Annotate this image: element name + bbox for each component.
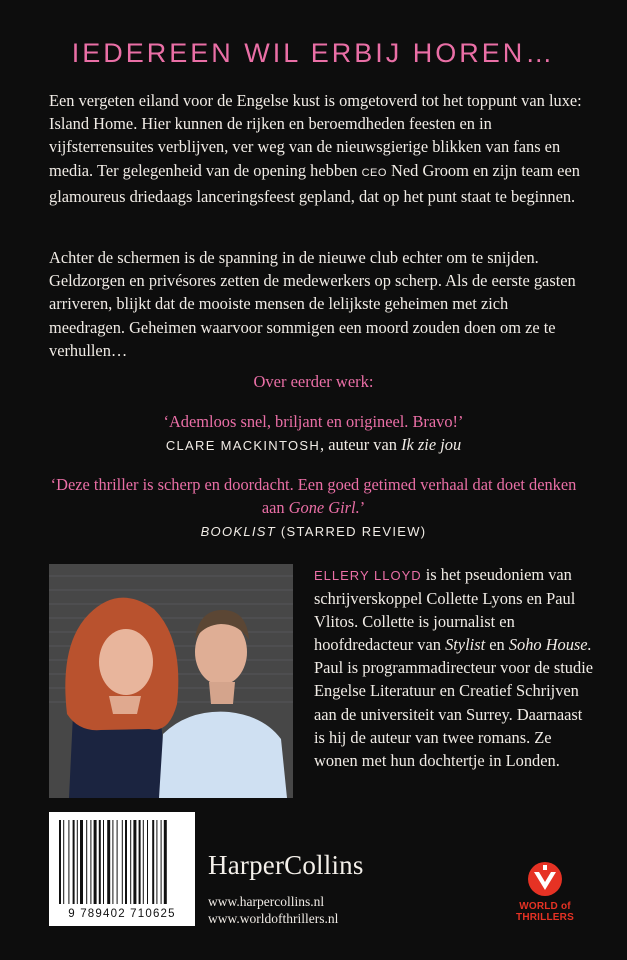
publisher-url-2[interactable]: www.worldofthrillers.nl: [208, 911, 339, 926]
blurb-paragraph-2: Achter de schermen is de spanning in de nieuwe club echter om te snijden. Geldzorgen en privésores zetten de medewerkers op scherp. Als de eerste gasten arriveren, blijkt dat de mooiste mensen de lelijkste geheimen met zich meedragen. Geheimen waarvoor sommigen een moord zouden doen om ze te verhullen…: [49, 248, 576, 360]
barcode-bar: [107, 820, 110, 904]
barcode-bar: [164, 820, 167, 904]
barcode-bar: [147, 820, 148, 904]
bio-magazine-1: Stylist: [445, 635, 486, 655]
badge-line-1: WORLD of: [519, 901, 571, 912]
barcode-bar: [130, 820, 131, 904]
barcode-bar: [152, 820, 154, 904]
blurb-p1-text-b: Ned Groom en zijn team een glamoureus driedaags lanceringsfeest gepland, dat op het punt staat te beginnen.: [49, 160, 580, 206]
barcode-bar: [103, 820, 104, 904]
barcode-bar: [156, 820, 157, 904]
bio-magazine-2: Soho House.: [508, 635, 592, 655]
isbn-number: 9 789402 710625: [68, 908, 176, 920]
barcode-bar: [133, 820, 136, 904]
blurb-p1-ceo: CEO: [361, 166, 387, 179]
author-bio: [314, 563, 594, 772]
quote-2-attribution: [40, 519, 587, 543]
quote-2-source: BOOKLIST: [200, 524, 276, 539]
barcode-bar: [112, 820, 113, 904]
barcode-bar: [80, 820, 83, 904]
quote-1-author: CLARE MACKINTOSH: [165, 438, 321, 453]
badge-line-2: THRILLERS: [516, 912, 574, 923]
bio-text-a: is het pseudoniem van schrijverskoppel Collette Lyons en Paul Vlitos. Collette is journalist en hoofdredacteur van: [314, 565, 576, 655]
publisher-name: HarperCollins: [208, 850, 364, 880]
back-cover-headline: IEDEREEN WIL ERBIJ HOREN…: [71, 38, 556, 68]
barcode-bar: [63, 820, 64, 904]
barcode-bar: [90, 820, 91, 904]
quote-2-note: (STARRED REVIEW): [276, 524, 427, 539]
barcode-bar: [161, 820, 162, 904]
quote-2-book-title: Gone Girl.: [288, 498, 360, 517]
isbn-barcode: [49, 812, 195, 926]
praise-quote-2: [40, 473, 587, 543]
quote-1-book-title: Ik zie jou: [401, 435, 462, 454]
barcode-bar: [139, 820, 141, 904]
praise-heading: Over eerder werk:: [253, 372, 374, 391]
barcode-bar: [143, 820, 144, 904]
barcode-bar: [99, 820, 101, 904]
quote-2-text-a: ‘Deze thriller is scherp en doordacht. Een goed getimed verhaal dat doet denken aan: [50, 475, 577, 517]
author-name: ELLERY LLOYD: [314, 568, 422, 583]
barcode-bar: [117, 820, 118, 904]
bio-and: en: [485, 635, 509, 655]
blurb-p1-text-a: Een vergeten eiland voor de Engelse kust is omgetoverd tot het toppunt van luxe: Island Home. Hier kunnen de rijken en beroemdheden feesten en in vijfsterrensuites verblijven, ver weg van de nieuwsgierige blikken van fans en media. Ter gelegenheid van de opening hebben: [49, 91, 582, 180]
blurb-paragraph-1: [49, 89, 587, 208]
quote-2-text-b: ’: [359, 498, 366, 517]
quote-1-text: ‘Ademloos snel, briljant en origineel. Bravo!’: [163, 412, 464, 431]
barcode-bar: [77, 820, 78, 904]
barcode-bar: [59, 820, 61, 904]
quote-1-role: , auteur van: [320, 435, 402, 454]
barcode-bar: [94, 820, 97, 904]
publisher-url-1[interactable]: www.harpercollins.nl: [208, 894, 325, 909]
author-photo: [49, 564, 293, 798]
barcode-bar: [125, 820, 127, 904]
barcode-bar: [122, 820, 123, 904]
barcode-bar: [68, 820, 69, 904]
quote-2-text: [40, 473, 587, 519]
barcode-bar: [86, 820, 87, 904]
bio-text-b: Paul is programmadirecteur voor de studie Engelse Literatuur en Creatief Schrijven aan de universiteit van Surrey. Daarnaast is hij de auteur van twee romans. Ze wonen met hun dochtertje in Londen.: [314, 658, 594, 770]
quote-1-attribution: [40, 433, 587, 457]
praise-quote-1: [40, 410, 587, 457]
barcode-bar: [73, 820, 75, 904]
